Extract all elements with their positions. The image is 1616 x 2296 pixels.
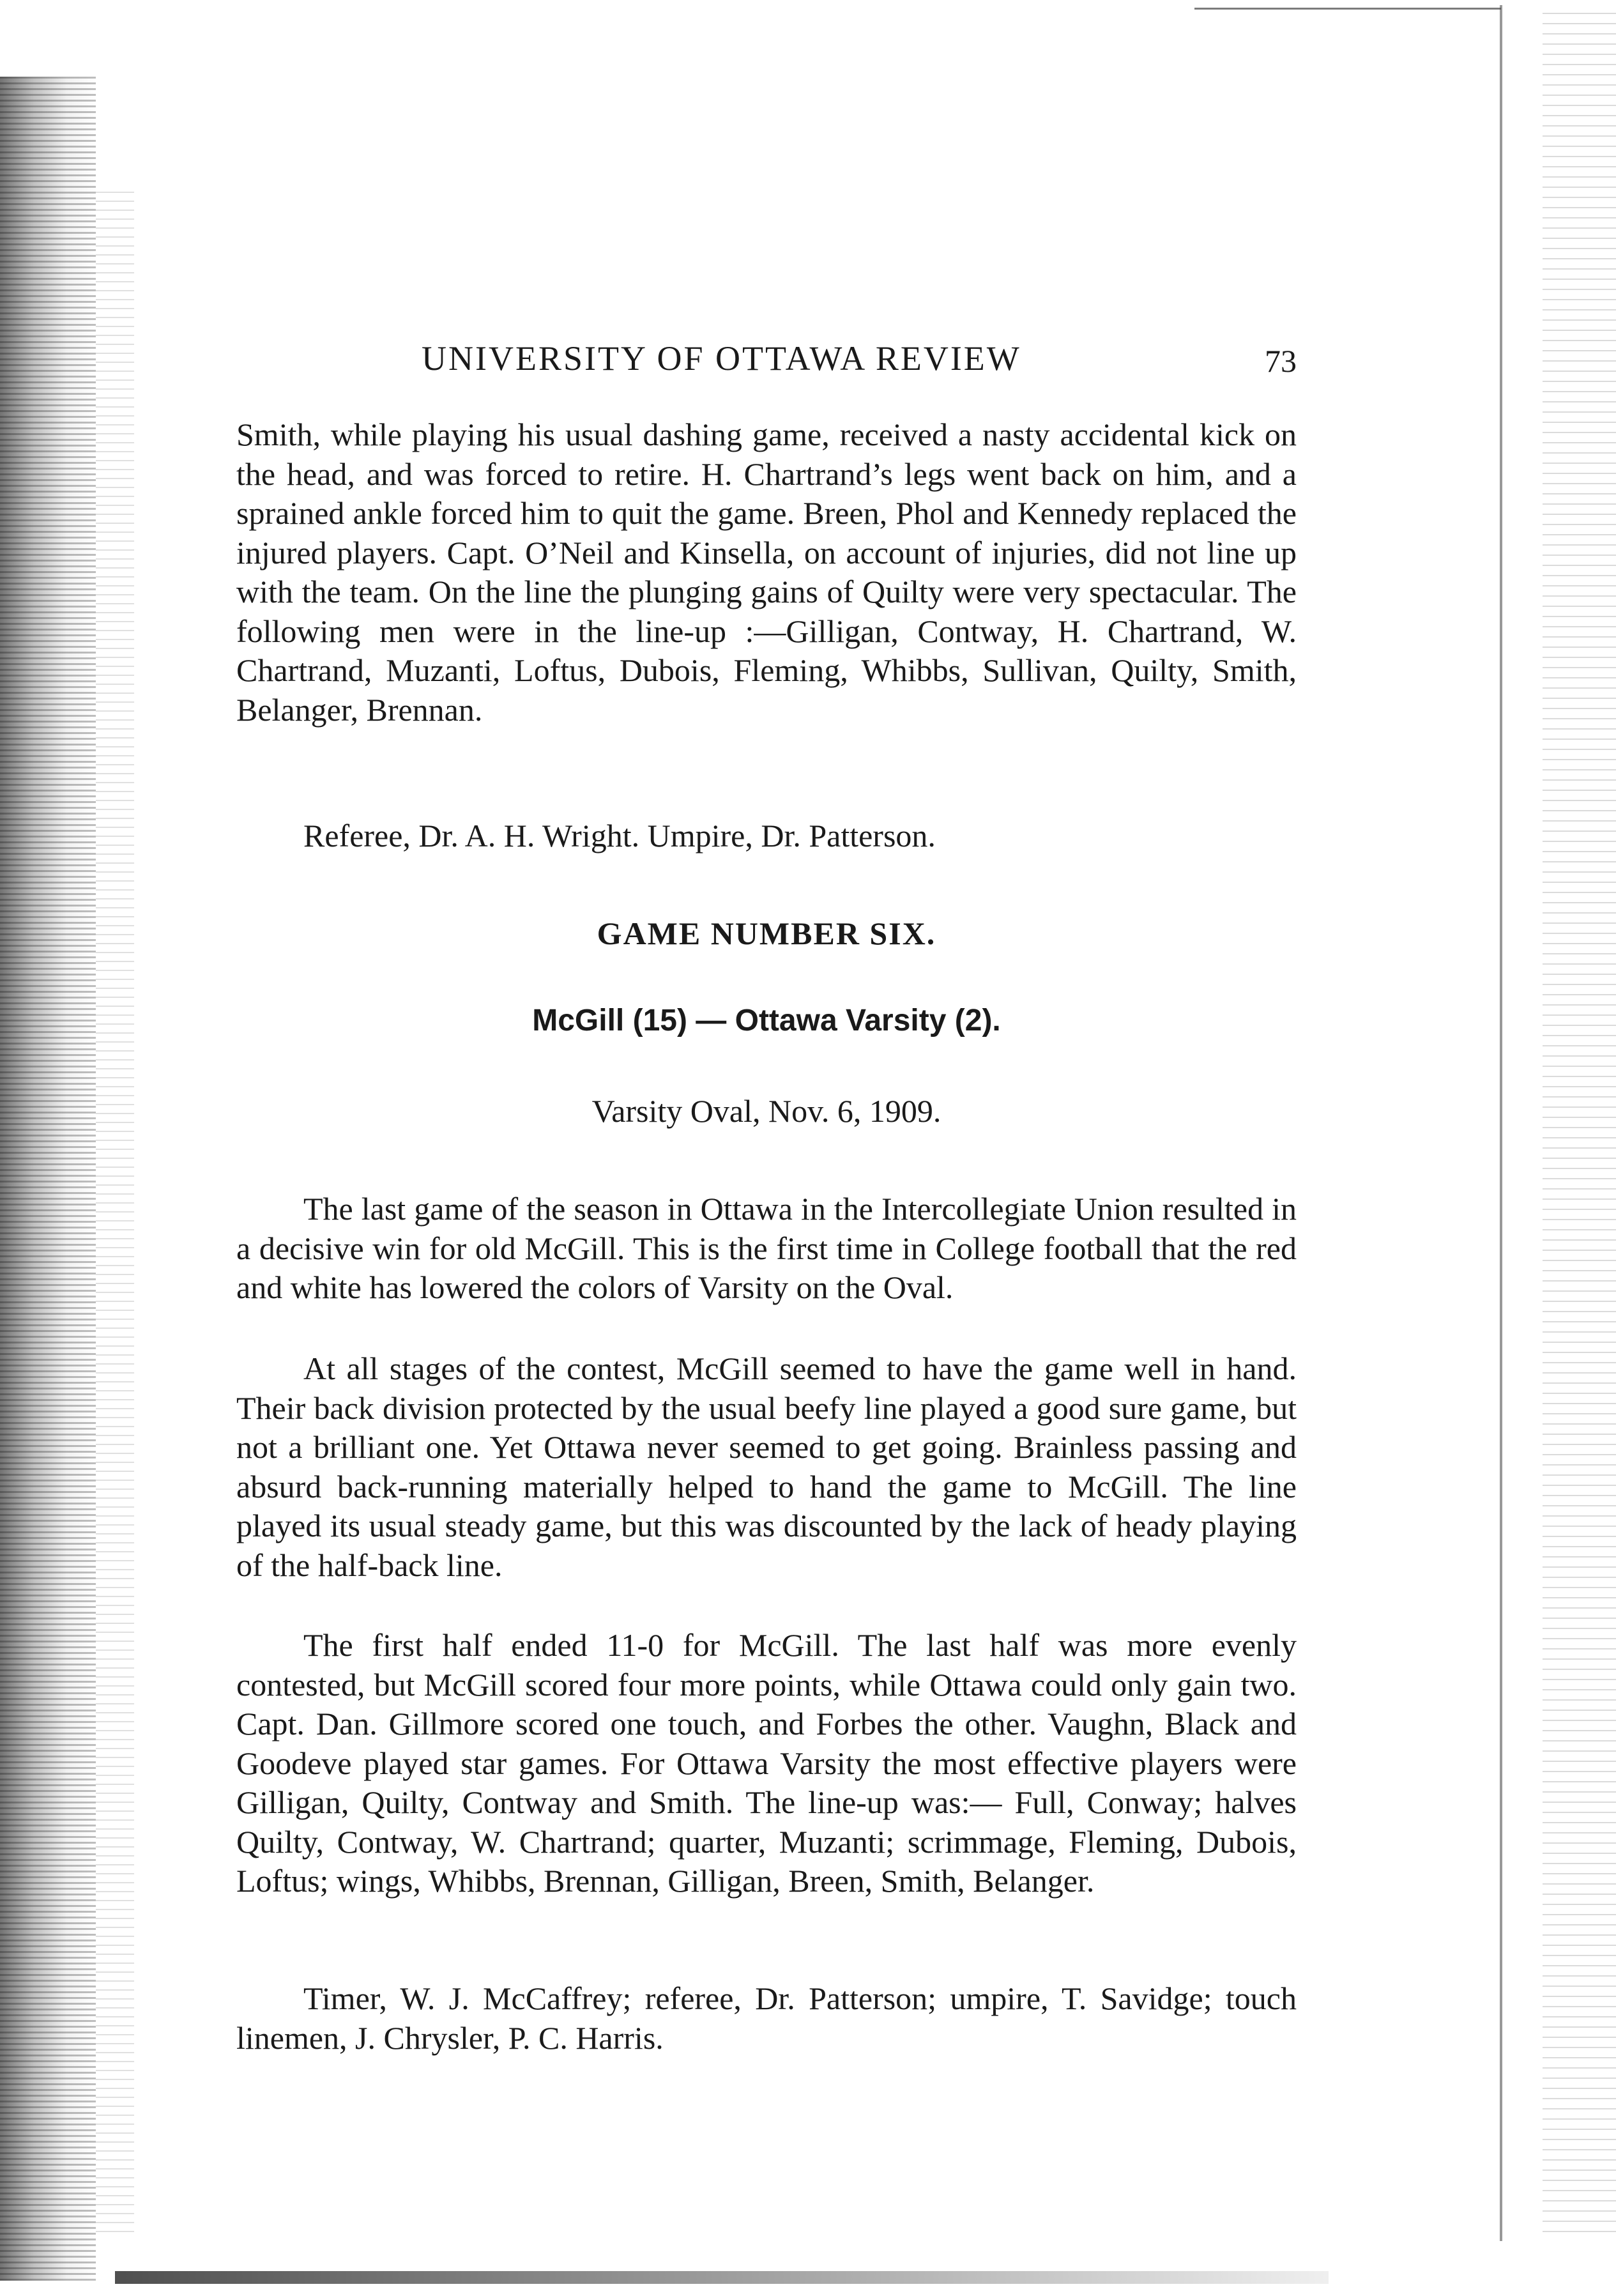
running-head [236,339,1297,390]
left-binding-edge [0,77,96,2281]
left-edge-shadow [96,192,134,2236]
section-heading: GAME NUMBER SIX. [597,915,936,951]
journal-title: UNIVERSITY OF OTTAWA REVIEW [422,339,1021,378]
dateline: Varsity Oval, Nov. 6, 1909. [591,1093,941,1129]
paragraph-text: Smith, while playing his usual dashing game, received a nasty accidental kick on the head, and was forced to retire. H. Chartrand’s legs went back on him, and a sprained ankle forced him to quit the game. Breen, Phol and Kennedy replaced the injured players. Capt. O’Neil and Kinsella, on account of injuries, did not line up with the team. On the line the plunging gains of Quilty were very spectacular. The following men were in the line-up :—Gilligan, Contway, H. Chartrand, W. Chartrand, Muzanti, Loftus, Dubois, Fleming, Whibbs, Sullivan, Quilty, Smith, Belanger, Brennan. [236,417,1297,728]
bottom-page-edge [115,2271,1329,2284]
officials-line-1 [236,816,1297,856]
article-paragraph-2 [236,1190,1297,1308]
article-paragraph-1 [236,415,1297,730]
matchup-line: McGill (15) — Ottawa Varsity (2). [532,1004,1001,1037]
officials-text: Referee, Dr. A. H. Wright. Umpire, Dr. Patterson. [303,818,936,853]
article-paragraph-3 [236,1349,1297,1585]
right-edge-line [1500,5,1502,2241]
article-paragraph-4 [236,1626,1297,1901]
paragraph-text: At all stages of the contest, McGill seemed to have the game well in hand. Their back division protected by the usual beefy line played a good sure game, but not a brilliant one. Yet Ottawa never seemed to get going. Brainless passing and absurd back-running materially helped to hand the game to McGill. The line played its usual steady game, but this was discounted by the lack of heady playing of the half-back line. [236,1351,1297,1583]
article-paragraph-5 [236,1979,1297,2058]
page-number: 73 [1265,343,1297,379]
paragraph-text: Timer, W. J. McCaffrey; referee, Dr. Patterson; umpire, T. Savidge; touch linemen, J. Chrysler, P. C. Harris. [236,1980,1297,2056]
paragraph-text: The first half ended 11-0 for McGill. The last half was more evenly contested, but McGill scored four more points, while Ottawa could only gain two. Capt. Dan. Gillmore scored one touch, and Forbes the other. Vaughn, Black and Goodeve played star games. For Ottawa Varsity the most effective players were Gilligan, Quilty, Contway and Smith. The line-up was:— Full, Conway; halves Quilty, Contway, W. Chartrand; quarter, Muzanti; scrimmage, Fleming, Dubois, Loftus; wings, Whibbs, Brennan, Gilligan, Breen, Smith, Belanger. [236,1627,1297,1899]
top-edge-line [1194,8,1501,10]
paragraph-text: The last game of the season in Ottawa in the Intercollegiate Union resulted in a decisive win for old McGill. This is the first time in College football that the red and white has lowered the colors of Varsity on the Oval. [236,1191,1297,1305]
right-page-edge [1543,13,1616,2236]
